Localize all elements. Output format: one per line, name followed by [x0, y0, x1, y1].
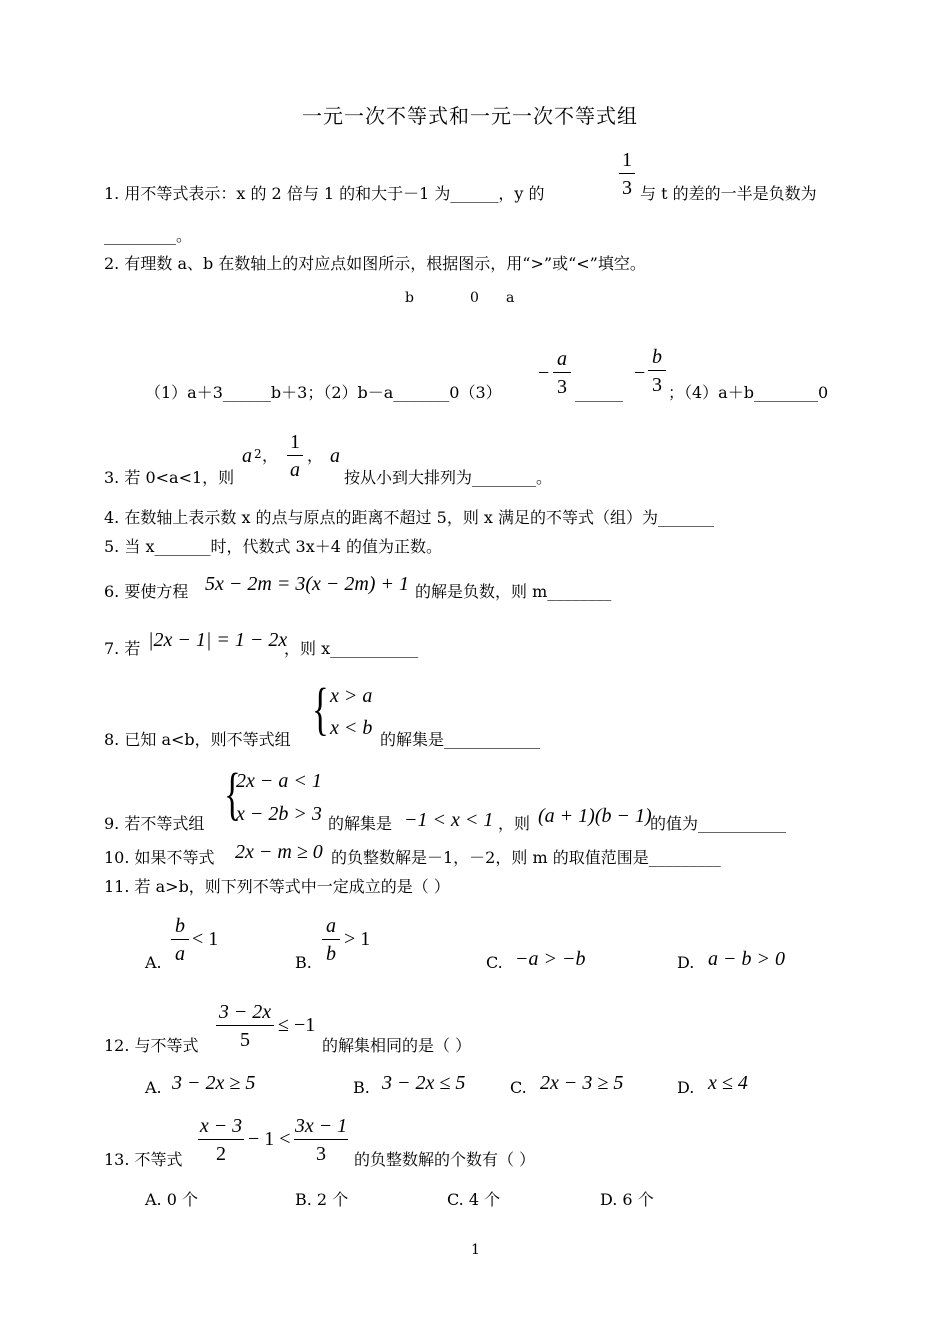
- fraction-denominator: b: [326, 943, 336, 965]
- variable-a: a: [330, 445, 340, 467]
- option-a-expression: 3 − 2x ≥ 5: [172, 1072, 256, 1094]
- option-b-fraction: [322, 916, 340, 964]
- option-b-relation: > 1: [344, 928, 371, 950]
- question-1-text-b: 与 t 的差的一半是负数为: [640, 184, 817, 203]
- question-9-range: −1 < x < 1: [404, 809, 494, 831]
- question-9-expression: (a + 1)(b − 1): [538, 805, 652, 827]
- question-7-prefix: 7. 若: [104, 639, 141, 658]
- question-10-prefix: 10. 如果不等式: [104, 848, 215, 867]
- fraction-numerator: b: [652, 346, 662, 368]
- system-brace: {: [224, 761, 241, 826]
- number-line-label-a: a: [506, 290, 515, 306]
- question-1-text-a: 1. 用不等式表示：x 的 2 倍与 1 的和大于－1 为______，y 的: [104, 184, 545, 203]
- comma: ，: [262, 446, 279, 465]
- fraction-denominator: 3: [316, 1143, 326, 1165]
- system-line-2: x < b: [330, 717, 373, 739]
- fraction-bar: [553, 372, 571, 373]
- a-squared-exponent: 2: [254, 447, 262, 461]
- number-line-label-b: b: [405, 290, 414, 306]
- question-1-text-line2: _________。: [104, 226, 193, 245]
- fraction-numerator: a: [326, 915, 336, 937]
- fraction-bar: [287, 455, 303, 456]
- question-9-mid: 的解集是: [328, 814, 393, 833]
- option-a-label: A.: [145, 1078, 162, 1097]
- question-3-prefix: 3. 若 0<a<1，则: [104, 468, 235, 487]
- question-11-text: 11. 若 a>b，则下列不等式中一定成立的是（ ）: [104, 877, 450, 896]
- fraction-denominator: 3: [652, 374, 662, 396]
- option-d-label: D.: [677, 1078, 695, 1097]
- question-10-inequality: 2x − m ≥ 0: [235, 841, 323, 863]
- fraction-denominator: 2: [216, 1143, 226, 1165]
- question-13-fraction-right: [294, 1116, 348, 1164]
- fraction-denominator: 3: [557, 376, 567, 398]
- option-c-label: C.: [486, 953, 503, 972]
- fraction-numerator: 3 − 2x: [218, 1001, 272, 1023]
- question-2-part-4: ；（4）a＋b________0: [668, 383, 829, 402]
- question-2-text: 2. 有理数 a、b 在数轴上的对应点如图所示，根据图示，用“>”或“<”填空。: [104, 254, 646, 273]
- fraction-numerator: x − 3: [199, 1115, 243, 1137]
- fraction-bar: [216, 1025, 274, 1026]
- fraction-bar: [294, 1139, 348, 1140]
- page-number: 1: [471, 1242, 480, 1258]
- question-9-suffix: 的值为___________: [650, 814, 787, 833]
- question-8-prefix: 8. 已知 a<b，则不等式组: [104, 730, 291, 749]
- option-c-expression: 2x − 3 ≥ 5: [540, 1072, 624, 1094]
- number-line-label-zero: 0: [470, 290, 479, 306]
- fraction-numerator: a: [557, 348, 567, 370]
- option-a-fraction: [171, 916, 189, 964]
- a-squared-base: a: [242, 445, 252, 467]
- question-2-fraction-a: [553, 349, 571, 397]
- question-13-middle: − 1 <: [248, 1128, 291, 1150]
- question-13-fraction-left: [198, 1116, 244, 1164]
- answer-blank: ______: [575, 383, 623, 402]
- option-a-relation: < 1: [192, 928, 219, 950]
- system-brace: {: [312, 676, 329, 741]
- option-d-expression: x ≤ 4: [708, 1072, 748, 1094]
- fraction-numerator: 1: [622, 149, 632, 171]
- option-c-label: C.: [510, 1078, 527, 1097]
- question-9-mid2: ，则: [498, 814, 531, 833]
- option-d-expression: a − b > 0: [708, 948, 785, 970]
- fraction-numerator: 3x − 1: [294, 1115, 348, 1137]
- question-3-suffix: 按从小到大排列为________。: [344, 468, 553, 487]
- option-b-label: B.: [353, 1078, 370, 1097]
- fraction-bar: [198, 1139, 244, 1140]
- question-12-fraction: [216, 1002, 274, 1050]
- question-2-part-1-3: （1）a＋3______b＋3；（2）b－a_______0（3）: [145, 383, 502, 402]
- option-d-label: D.: [677, 953, 695, 972]
- question-4-text: 4. 在数轴上表示数 x 的点与原点的距离不超过 5，则 x 满足的不等式（组）为_______: [104, 508, 715, 527]
- option-b: B. 2 个: [295, 1190, 349, 1209]
- question-12-relation: ≤ −1: [278, 1014, 316, 1036]
- question-5-text: 5. 当 x_______时，代数式 3x＋4 的值为正数。: [104, 537, 443, 556]
- question-3-fraction: [287, 432, 303, 480]
- page-title: 一元一次不等式和一元一次不等式组: [302, 104, 638, 128]
- fraction-bar: [619, 173, 635, 174]
- system-line-1: 2x − a < 1: [236, 770, 322, 792]
- option-c: C. 4 个: [447, 1190, 501, 1209]
- question-1-fraction: [619, 150, 635, 198]
- question-2-fraction-b: [648, 347, 666, 395]
- question-10-suffix: 的负整数解是－1，－2，则 m 的取值范围是_________: [331, 848, 721, 867]
- option-c-expression: −a > −b: [515, 948, 586, 970]
- question-12-prefix: 12. 与不等式: [104, 1036, 199, 1055]
- fraction-bar: [648, 370, 666, 371]
- option-a: A. 0 个: [145, 1190, 198, 1209]
- fraction-denominator: a: [290, 459, 300, 481]
- question-6-suffix: 的解是负数，则 m________: [415, 582, 612, 601]
- question-9-prefix: 9. 若不等式组: [104, 814, 205, 833]
- option-a-label: A.: [145, 953, 162, 972]
- minus-sign: −: [634, 362, 646, 384]
- option-d: D. 6 个: [600, 1190, 654, 1209]
- question-8-suffix: 的解集是____________: [380, 730, 541, 749]
- fraction-denominator: 3: [622, 177, 632, 199]
- question-7-suffix: ，则 x___________: [284, 639, 419, 658]
- question-6-prefix: 6. 要使方程: [104, 582, 189, 601]
- question-6-equation: 5x − 2m = 3(x − 2m) + 1: [205, 573, 409, 595]
- option-b-expression: 3 − 2x ≤ 5: [382, 1072, 466, 1094]
- system-line-2: x − 2b > 3: [236, 803, 322, 825]
- fraction-numerator: b: [175, 915, 185, 937]
- minus-sign: −: [538, 362, 550, 384]
- fraction-numerator: 1: [290, 431, 300, 453]
- system-line-1: x > a: [330, 685, 373, 707]
- fraction-bar: [322, 939, 340, 940]
- question-13-prefix: 13. 不等式: [104, 1150, 183, 1169]
- question-12-suffix: 的解集相同的是（ ）: [322, 1036, 472, 1055]
- fraction-denominator: a: [175, 943, 185, 965]
- fraction-denominator: 5: [240, 1029, 250, 1051]
- fraction-bar: [171, 939, 189, 940]
- question-13-suffix: 的负整数解的个数有（ ）: [354, 1150, 536, 1169]
- comma: ，: [307, 446, 324, 465]
- option-b-label: B.: [295, 953, 312, 972]
- question-7-equation: |2x − 1| = 1 − 2x: [148, 629, 288, 651]
